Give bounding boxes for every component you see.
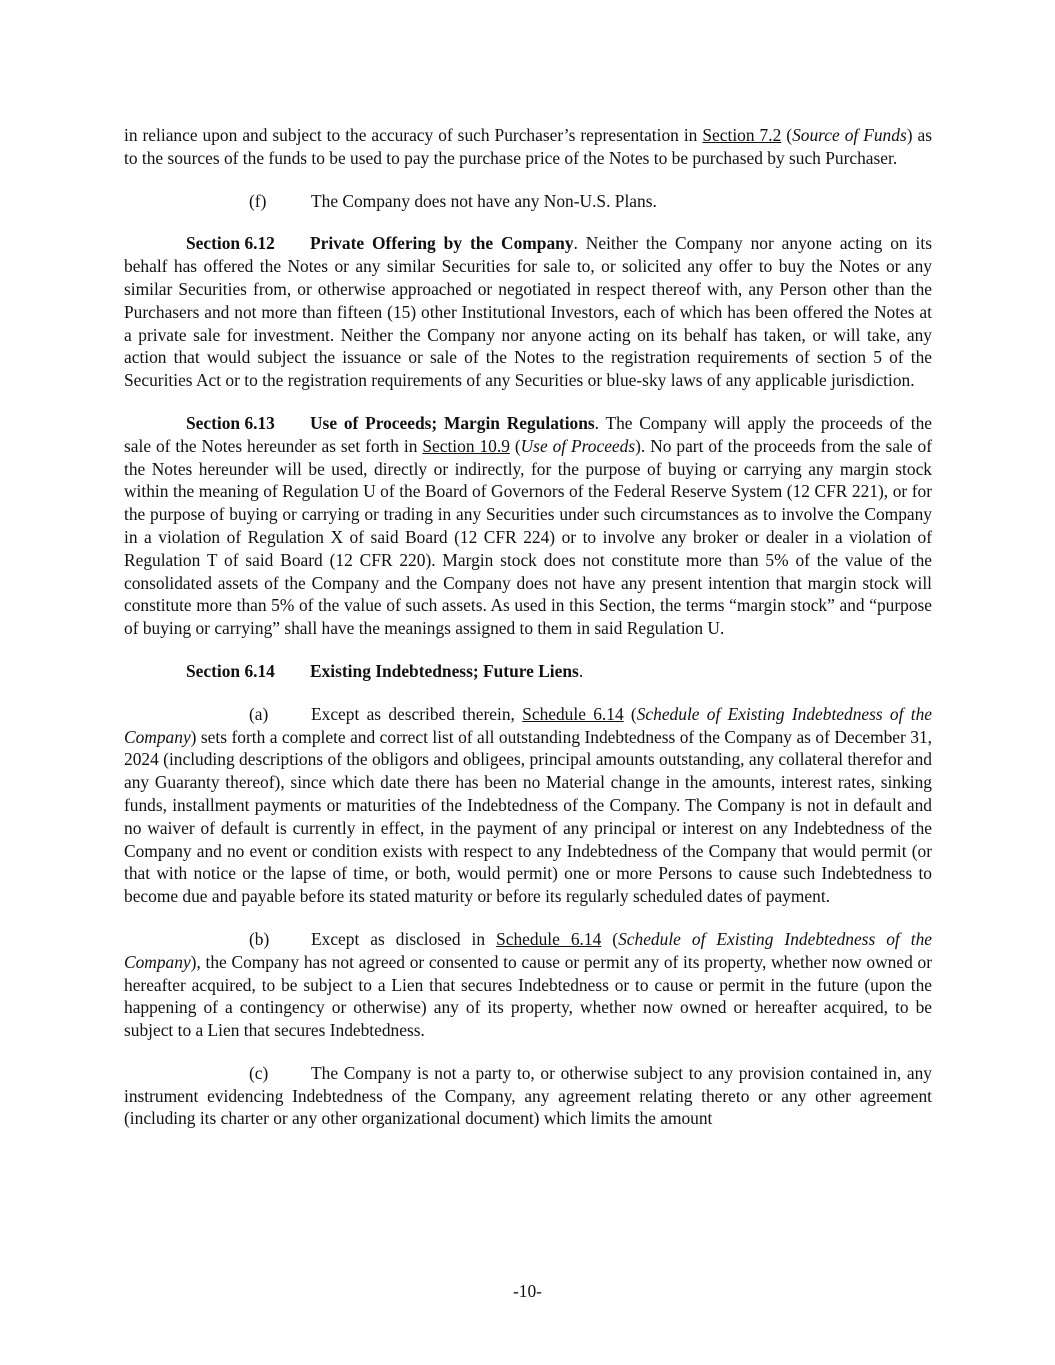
section-heading: Private Offering by the Company (310, 233, 574, 254)
schedule-6-14-link[interactable]: Schedule 6.14 (522, 703, 624, 724)
page-number: -10- (513, 1281, 542, 1301)
section-heading: Use of Proceeds; Margin Regulations (310, 412, 595, 433)
item-f-paragraph: (f) The Company does not have any Non-U.S. Plans. (249, 190, 657, 211)
section-heading: Existing Indebtedness; Future Liens (310, 660, 579, 681)
intro-paragraph: in reliance upon and subject to the accuracy of such Purchaser’s representation in Section 7.2 (Source of Funds) as to the sources of the funds to be used to pay the purchase price of the Notes to be purchased by such Purchaser. (124, 125, 932, 168)
document-body (124, 124, 932, 1150)
section-7-2-link[interactable]: Section 7.2 (702, 125, 782, 145)
item-a-paragraph: (a) Except as described therein, Schedule 6.14 (Schedule of Existing Indebtedness of the Company) sets forth a complete and correct list of all outstanding Indebtedness of the Company as of December 31, 2024 (including descriptions of the obligors and obligees, principal amounts outstanding, any collateral therefor and any Guaranty thereof), since which date there has been no Material change in the amounts, interest rates, sinking funds, installment payments or maturities of the Indebtedness of the Company. The Company is not in default and no waiver of default is currently in effect, in the payment of any principal or interest on any Indebtedness of the Company and no event or condition exists with respect to any Indebtedness of the Company that would permit (or that with notice or the lapse of time, or both, would permit) one or more Persons to cause such Indebtedness to become due and payable before its stated maturity or before its regularly scheduled dates of payment. (124, 703, 932, 907)
item-label: (f) (249, 190, 267, 211)
item-b-paragraph: (b) Except as disclosed in Schedule 6.14 (Schedule of Existing Indebtedness of the Company), the Company has not agreed or consented to cause or permit any of its property, whether now owned or hereafter acquired, to be subject to a Lien that secures Indebtedness or to cause or permit in the future (upon the happening of a contingency or otherwise) any of its property, whether now owned or hereafter acquired, to be subject to a Lien that secures Indebtedness. (124, 928, 933, 1041)
section-6-12-paragraph: Section 6.12 Private Offering by the Company. Neither the Company nor anyone acting on its behalf has offered the Notes or any similar Securities for sale to, or solicited any offer to buy the Notes or any similar Securities from, or otherwise approached or negotiated in respect thereof with, any Person other than the Purchasers and not more than fifteen (15) other Institutional Investors, each of which has been offered the Notes at a private sale for investment. Neither the Company nor anyone acting on its behalf has taken, or will take, any action that would subject the issuance or sale of the Notes to the registration requirements of section 5 of the Securities Act or to the registration requirements of any Securities or blue-sky laws of any applicable jurisdiction. (124, 233, 932, 391)
section-number: Section 6.13 (186, 412, 275, 433)
section-number: Section 6.14 (186, 660, 275, 681)
section-number: Section 6.12 (186, 233, 275, 254)
item-label: (a) (249, 703, 269, 724)
item-c-paragraph: (c) The Company is not a party to, or otherwise subject to any provision contained in, any instrument evidencing Indebtedness of the Company, any agreement relating thereto or any other agreement (including its charter or any other organizational document) which limits the amount (124, 1062, 932, 1129)
item-label: (c) (249, 1062, 269, 1083)
schedule-6-14-link[interactable]: Schedule 6.14 (496, 928, 602, 949)
section-6-13-paragraph: Section 6.13 Use of Proceeds; Margin Regulations. The Company will apply the proceeds of the sale of the Notes hereunder as set forth in Section 10.9 (Use of Proceeds). No part of the proceeds from the sale of the Notes hereunder will be used, directly or indirectly, for the purpose of buying or carrying any margin stock within the meaning of Regulation U of the Board of Governors of the Federal Reserve System (12 CFR 221), or for the purpose of buying or carrying or trading in any Securities under such circumstances as to involve the Company in a violation of Regulation X of said Board (12 CFR 224) or to involve any broker or dealer in a violation of Regulation T of said Board (12 CFR 220). Margin stock does not constitute more than 5% of the value of the consolidated assets of the Company and the Company does not have any present intention that margin stock will constitute more than 5% of the value of such assets. As used in this Section, the terms “margin stock” and “purpose of buying or carrying” shall have the meanings assigned to them in said Regulation U. (124, 412, 933, 639)
section-6-14-heading-paragraph: Section 6.14 Existing Indebtedness; Future Liens. (186, 660, 584, 681)
item-label: (b) (249, 928, 270, 949)
section-10-9-link[interactable]: Section 10.9 (422, 435, 510, 456)
